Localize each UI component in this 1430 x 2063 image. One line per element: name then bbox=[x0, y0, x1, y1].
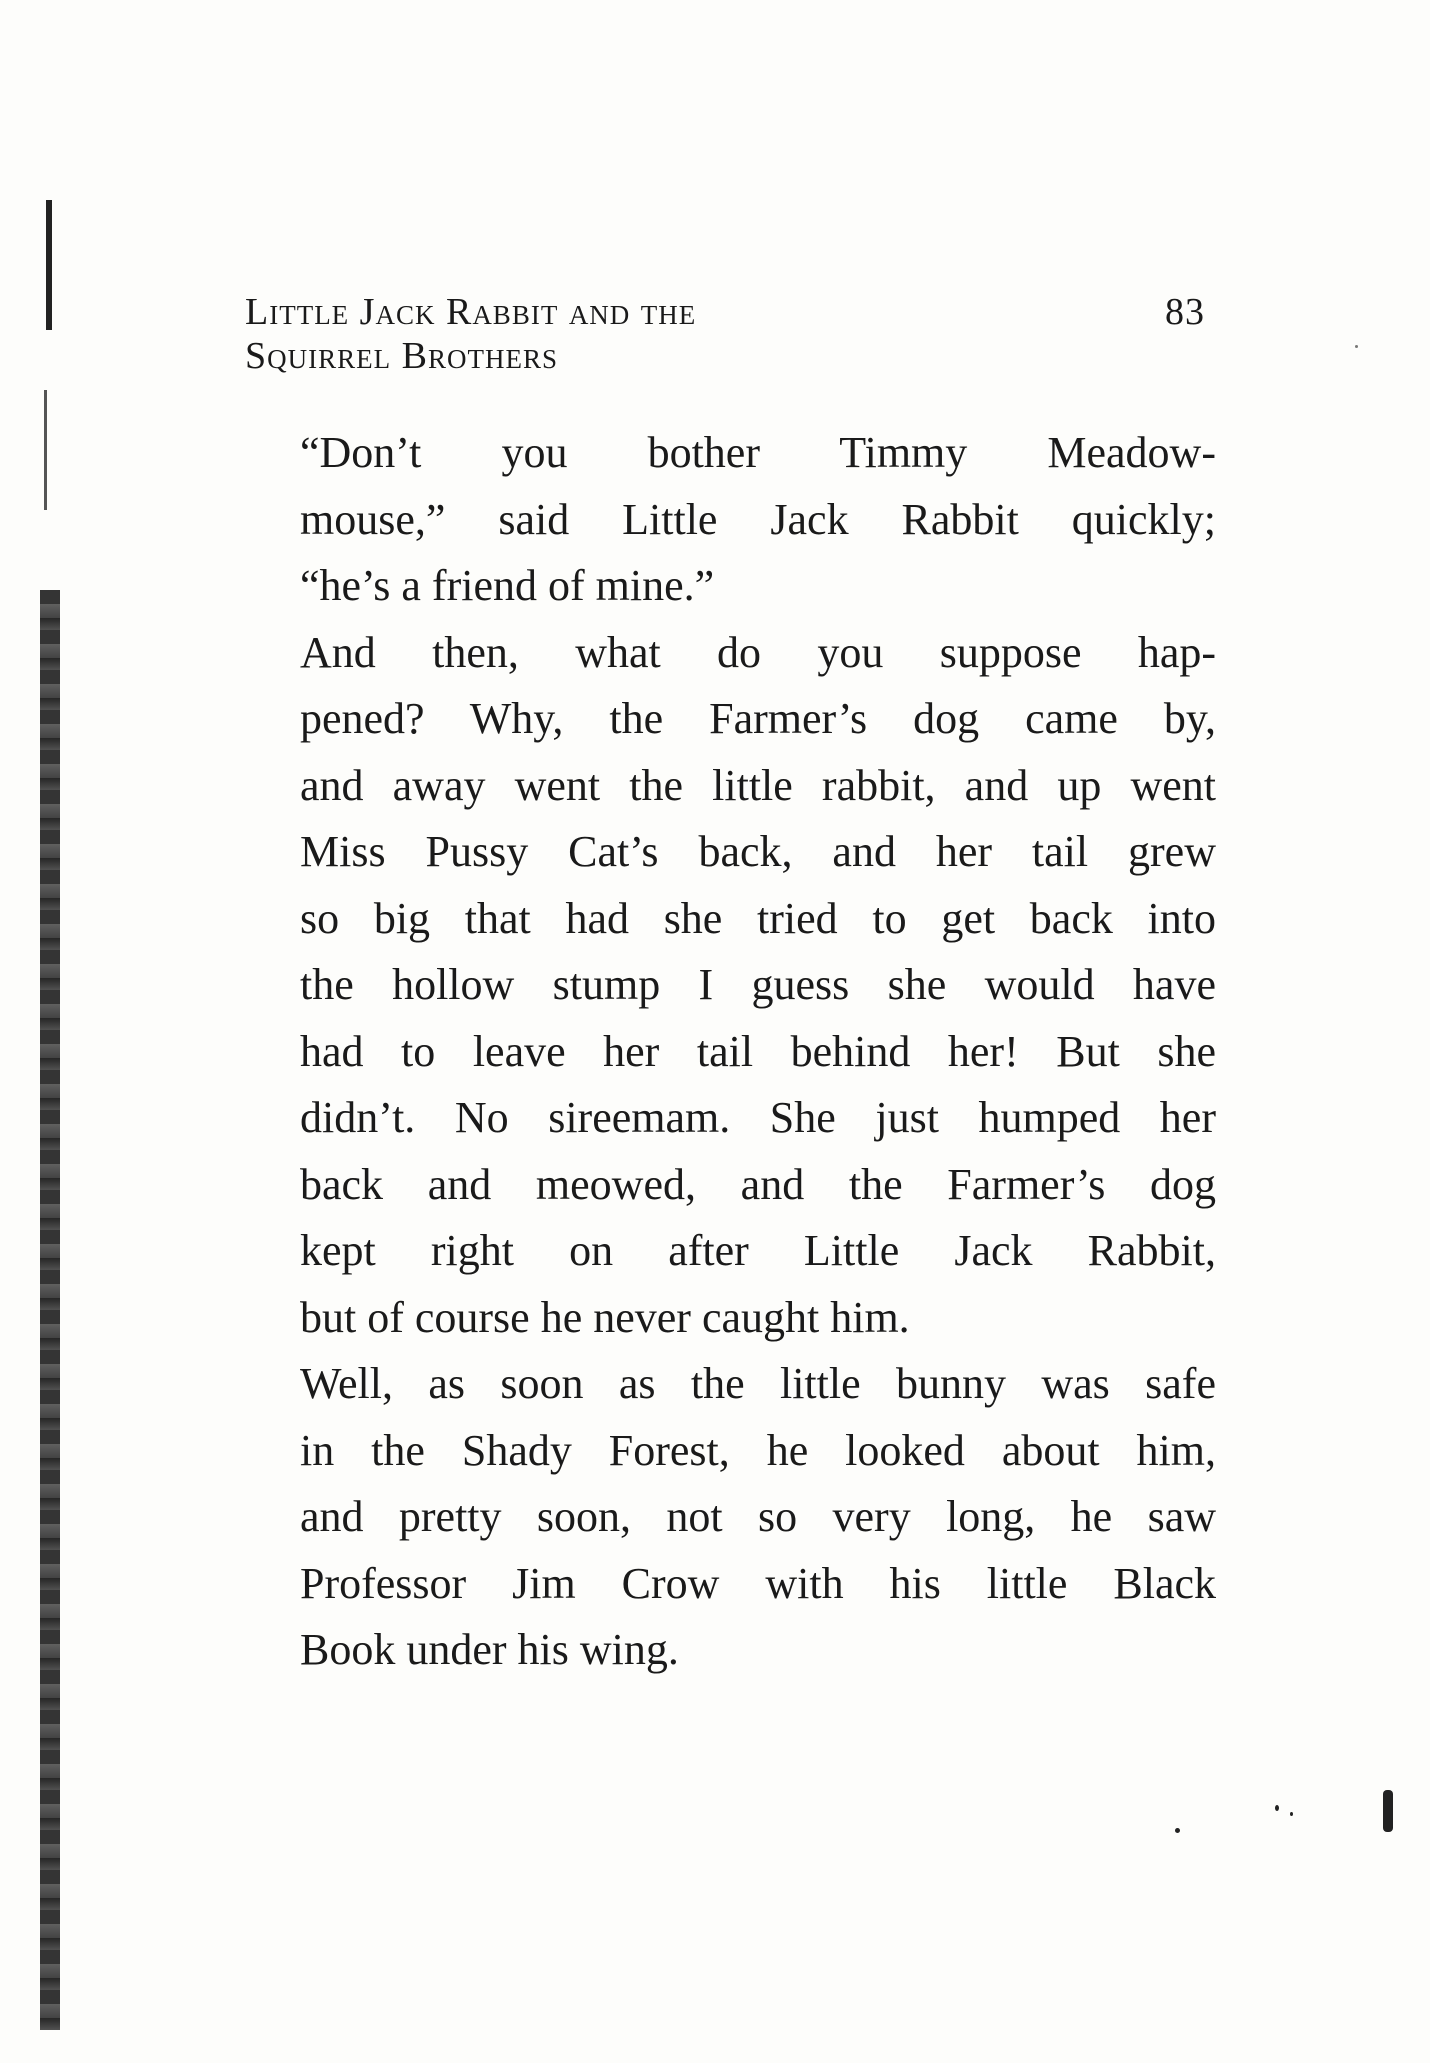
text-line: and away went the little rabbit, and up went bbox=[300, 760, 1216, 810]
text-line: the hollow stump I guess she would have bbox=[300, 960, 1216, 1009]
paragraph bbox=[248, 620, 1216, 1352]
text-line: pened? Why, the Farmer’s dog came by, bbox=[300, 694, 1216, 743]
text-line: Well, as soon as the little bunny was safe bbox=[300, 1359, 1216, 1408]
text-line: kept right on after Little Jack Rabbit, bbox=[300, 1226, 1216, 1275]
running-title-line-2: Squirrel Brothers bbox=[245, 335, 558, 377]
page-number: 83 bbox=[1165, 291, 1205, 333]
paragraph bbox=[248, 420, 1216, 620]
text-line: in the Shady Forest, he looked about him, bbox=[300, 1425, 1216, 1475]
body-text bbox=[248, 420, 1216, 1684]
text-line: but of course he never caught him. bbox=[300, 1292, 910, 1342]
text-line: Professor Jim Crow with his little Black bbox=[300, 1558, 1216, 1608]
text-line: back and meowed, and the Farmer’s dog bbox=[300, 1159, 1216, 1209]
text-line: “he’s a friend of mine.” bbox=[300, 561, 715, 610]
text-line: Miss Pussy Cat’s back, and her tail grew bbox=[300, 827, 1216, 876]
text-line: didn’t. No sireemam. She just humped her bbox=[300, 1093, 1216, 1142]
scan-speck bbox=[1383, 1790, 1393, 1832]
text-line: Book under his wing. bbox=[300, 1625, 679, 1674]
binding-shadow bbox=[40, 590, 60, 2030]
running-title-line-1: Little Jack Rabbit and the bbox=[245, 291, 697, 333]
text-line: so big that had she tried to get back into bbox=[300, 893, 1216, 943]
running-header bbox=[245, 290, 1205, 378]
scan-speck bbox=[1275, 1805, 1279, 1811]
text-line: mouse,” said Little Jack Rabbit quickly; bbox=[300, 494, 1216, 544]
text-line: “Don’t you bother Timmy Meadow- bbox=[300, 428, 1216, 477]
scan-speck bbox=[1355, 345, 1358, 348]
text-line: and pretty soon, not so very long, he saw bbox=[300, 1492, 1216, 1541]
binding-shadow-mid bbox=[44, 390, 47, 510]
text-line: And then, what do you suppose hap- bbox=[300, 627, 1216, 677]
scan-speck bbox=[1175, 1828, 1180, 1833]
binding-shadow-top bbox=[46, 200, 52, 330]
scan-speck bbox=[1290, 1812, 1293, 1816]
text-line: had to leave her tail behind her! But she bbox=[300, 1026, 1216, 1076]
paragraph bbox=[248, 1351, 1216, 1684]
